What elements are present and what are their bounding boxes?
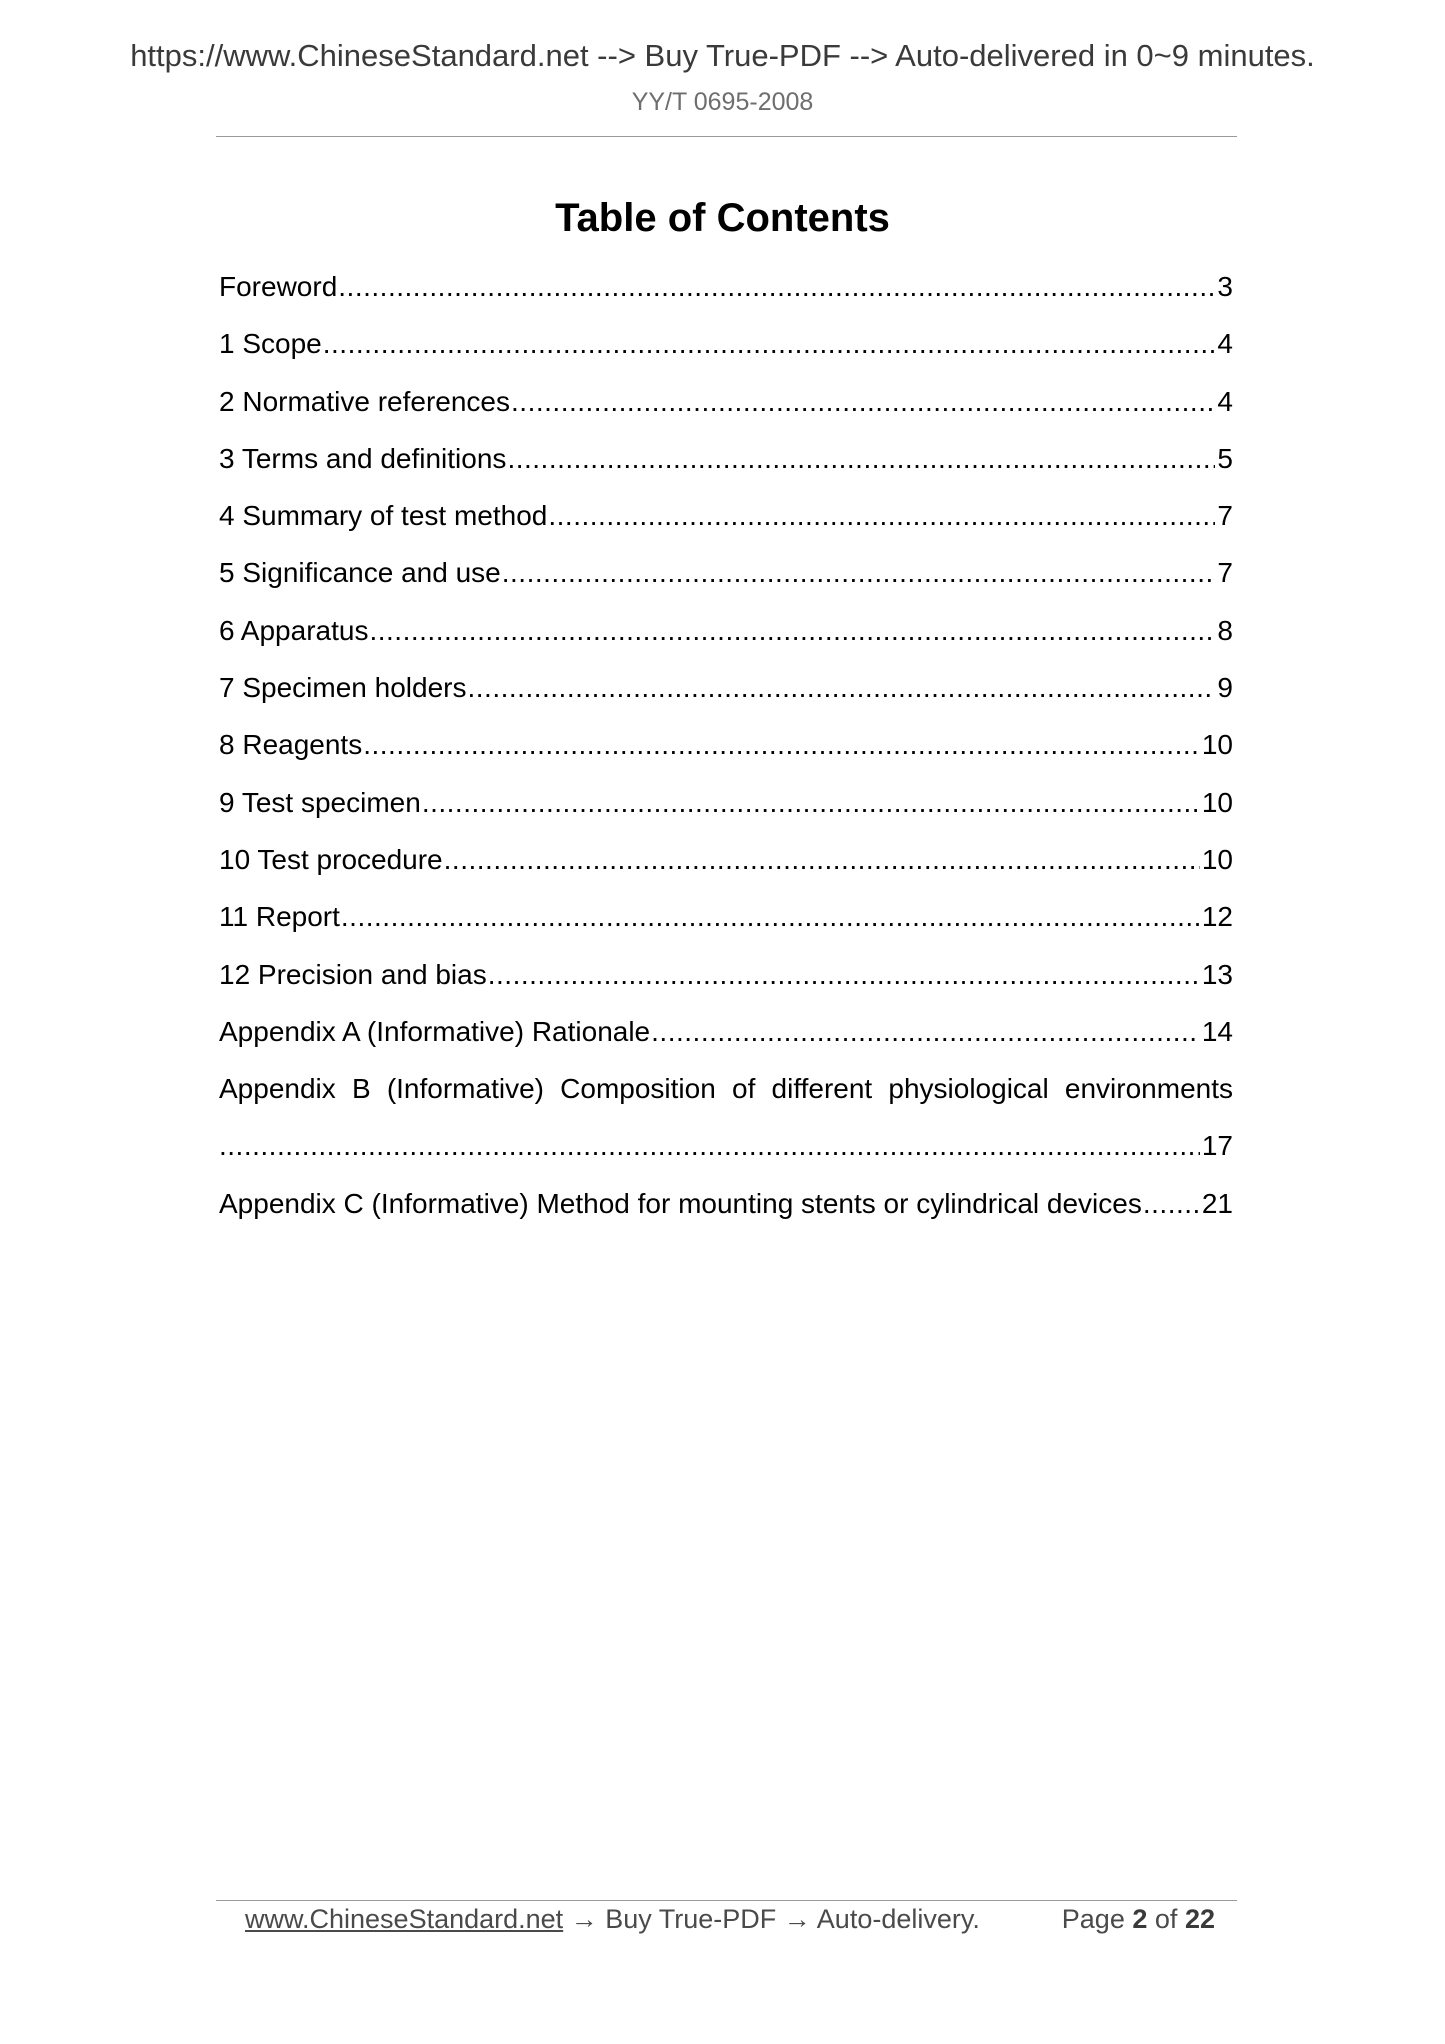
dot-leader — [219, 1121, 1200, 1171]
dot-leader — [369, 606, 1215, 656]
toc-entry-label: 3 Terms and definitions — [219, 442, 507, 474]
toc-entry-label: 4 Summary of test method — [219, 500, 548, 532]
dot-leader — [363, 720, 1200, 770]
toc-entry-appendix-b[interactable] — [219, 1064, 1233, 1121]
toc-entry-label: 10 Test procedure — [219, 843, 443, 875]
toc-entry-page: 8 — [1217, 614, 1233, 646]
dot-leader — [1143, 1179, 1200, 1229]
footer-divider — [216, 1900, 1237, 1901]
dot-leader — [548, 491, 1215, 541]
document-code: YY/T 0695-2008 — [631, 88, 814, 116]
toc-entry-page: 3 — [1217, 271, 1233, 302]
toc-entry-label: Appendix B (Informative) Composition of different physiological environments — [219, 1073, 1233, 1105]
dot-leader — [507, 434, 1215, 484]
toc-entry-label: 6 Apparatus — [219, 614, 369, 646]
dot-leader — [502, 548, 1216, 598]
table-of-contents — [219, 262, 1233, 1236]
top-banner: https://www.ChineseStandard.net --> Buy True-PDF --> Auto-delivered in 0~9 minutes. — [130, 38, 1315, 73]
toc-entry-label: 5 Significance and use — [219, 557, 501, 589]
toc-entry-label: 1 Scope — [219, 328, 322, 360]
toc-entry-label: 11 Report — [219, 901, 340, 933]
page-footer — [245, 1904, 1215, 1935]
toc-entry-appendix-c[interactable] — [219, 1179, 1233, 1236]
arrow-right-icon: → — [783, 1904, 811, 1934]
toc-entry-summary-of-test-method[interactable] — [219, 491, 1233, 548]
toc-entry-terms-and-definitions[interactable] — [219, 434, 1233, 491]
page-word: Page — [1061, 1904, 1125, 1934]
toc-entry-label: 7 Specimen holders — [219, 672, 467, 704]
toc-entry-page: 10 — [1201, 729, 1233, 761]
dot-leader — [338, 262, 1215, 312]
toc-entry-page: 17 — [1201, 1130, 1233, 1162]
toc-entry-page: 9 — [1217, 672, 1233, 704]
toc-entry-label: 12 Precision and bias — [219, 958, 487, 990]
footer-delivery-text: Auto-delivery. — [816, 1904, 980, 1934]
of-word: of — [1154, 1904, 1178, 1934]
toc-entry-significance-and-use[interactable] — [219, 548, 1233, 605]
toc-entry-label: 9 Test specimen — [219, 786, 421, 818]
dot-leader — [444, 835, 1200, 885]
toc-entry-reagents[interactable] — [219, 720, 1233, 777]
dot-leader — [323, 319, 1216, 369]
toc-entry-page: 7 — [1217, 500, 1233, 532]
toc-entry-specimen-holders[interactable] — [219, 663, 1233, 720]
toc-entry-page: 7 — [1217, 557, 1233, 589]
toc-entry-report[interactable] — [219, 892, 1233, 949]
footer-buy-text: Buy True-PDF — [605, 1904, 777, 1934]
toc-entry-appendix-b-continuation[interactable] — [219, 1121, 1233, 1178]
page-number — [1062, 1904, 1215, 1935]
header-divider — [216, 136, 1237, 137]
toc-entry-page: 12 — [1201, 901, 1233, 933]
toc-entry-page: 14 — [1201, 1015, 1233, 1047]
toc-entry-test-specimen[interactable] — [219, 778, 1233, 835]
toc-entry-page: 5 — [1217, 442, 1233, 474]
toc-entry-page: 21 — [1201, 1187, 1233, 1219]
page-total: 22 — [1184, 1904, 1215, 1934]
toc-entry-apparatus[interactable] — [219, 606, 1233, 663]
dot-leader — [341, 892, 1200, 942]
toc-entry-label: 2 Normative references — [219, 385, 511, 417]
toc-entry-precision-and-bias[interactable] — [219, 950, 1233, 1007]
toc-entry-label: Appendix C (Informative) Method for mounting stents or cylindrical devices — [219, 1187, 1142, 1219]
footer-site-link[interactable]: www.ChineseStandard.net — [245, 1904, 564, 1934]
toc-entry-appendix-a[interactable] — [219, 1007, 1233, 1064]
toc-entry-label: Foreword — [219, 271, 338, 302]
page-current: 2 — [1132, 1904, 1148, 1934]
toc-entry-foreword[interactable] — [219, 262, 1233, 319]
arrow-right-icon: → — [570, 1904, 598, 1934]
dot-leader — [422, 778, 1200, 828]
dot-leader — [488, 950, 1200, 1000]
toc-entry-normative-references[interactable] — [219, 377, 1233, 434]
toc-entry-label: Appendix A (Informative) Rationale — [219, 1015, 651, 1047]
toc-entry-scope[interactable] — [219, 319, 1233, 376]
toc-entry-label: 8 Reagents — [219, 729, 363, 761]
page-title: Table of Contents — [555, 196, 890, 240]
dot-leader — [467, 663, 1215, 713]
toc-entry-page: 10 — [1201, 786, 1233, 818]
dot-leader — [651, 1007, 1200, 1057]
dot-leader — [511, 377, 1215, 427]
toc-entry-page: 13 — [1201, 958, 1233, 990]
toc-entry-page: 10 — [1201, 843, 1233, 875]
toc-entry-page: 4 — [1217, 385, 1233, 417]
toc-entry-page: 4 — [1217, 328, 1233, 360]
toc-entry-test-procedure[interactable] — [219, 835, 1233, 892]
